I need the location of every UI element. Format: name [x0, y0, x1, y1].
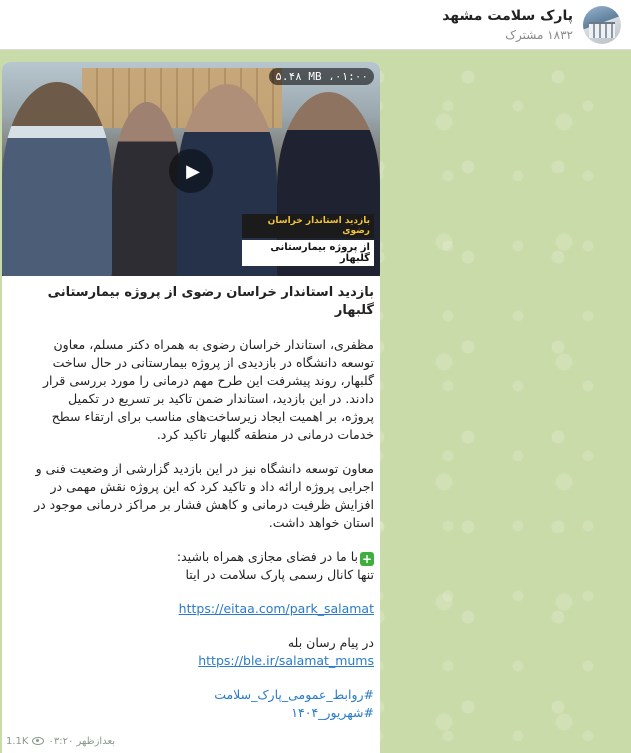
follow-line — [12, 548, 374, 566]
text-line: دادند. در این بازدید، استاندار ضمن تاکید بر تسریع در تکمیل — [68, 391, 374, 406]
channel-avatar[interactable] — [583, 6, 621, 44]
message-time: ۰۳:۲۰ بعدازظهر — [48, 735, 116, 747]
video-caption-overlay — [242, 214, 374, 266]
photo-person — [112, 102, 182, 276]
eitaa-line: تنها کانال رسمی پارک سلامت در ایتا — [185, 567, 374, 582]
hashtag-public-relations[interactable]: #روابط_عمومی_پارک_سلامت — [214, 687, 374, 702]
subscriber-count: ۱۸۳۲ مشترک — [505, 27, 573, 42]
plus-emoji-icon: + — [361, 552, 373, 566]
paragraph-2 — [12, 460, 374, 532]
channel-title: پارک سلامت مشهد — [442, 7, 573, 24]
post-title: بازدید استاندار خراسان رضوی از پروژه بیمارستانی گلبهار — [47, 285, 374, 318]
text-line: اجرایی پروژه ارائه داد و تاکید کرد که این پروژه نقش مهمی در — [50, 479, 374, 494]
video-caption-line: بازدید استاندار خراسان رضوی — [242, 214, 374, 238]
follow-section — [12, 548, 374, 722]
follow-text: با ما در فضای مجازی همراه باشید: — [176, 549, 358, 564]
text-line: استان خواهد داشت. — [268, 515, 374, 530]
video-thumbnail[interactable] — [2, 62, 380, 276]
video-caption-line: از پروژه بیمارستانی گلبهار — [242, 240, 374, 266]
bale-link[interactable]: https://ble.ir/salamat_mums — [198, 653, 374, 668]
play-icon[interactable]: ▶ — [169, 149, 213, 193]
eitaa-link[interactable]: https://eitaa.com/park_salamat — [178, 601, 374, 616]
post-text — [12, 284, 374, 722]
text-line: پروژه، بر اهمیت ایجاد زیرساخت‌های مناسب برای ارتقاء سطح — [51, 409, 374, 424]
text-line: خدمات درمانی در منطقه گلبهار تاکید کرد. — [156, 427, 374, 442]
text-line: توسعه دانشگاه در بازدیدی از پروژه بیمارستانی در حال ساخت — [52, 355, 374, 370]
message-bubble — [2, 62, 380, 753]
text-line: افزایش ظرفیت درمانی و کاهش فشار بر مراکز درمانی موجود در — [34, 497, 374, 512]
text-line: معاون توسعه دانشگاه نیز در این بازدید گزارشی از وضعیت فنی و — [35, 461, 374, 476]
text-line: مظفری، استاندار خراسان رضوی به همراه دکتر مسلم، معاون — [53, 337, 374, 352]
text-line: گلبهار، روند پیشرفت این طرح مهم درمانی را مورد بررسی قرار — [42, 373, 374, 388]
hashtag-date[interactable]: #شهریور_۱۴۰۴ — [291, 705, 374, 720]
channel-header[interactable] — [0, 0, 631, 50]
channel-info[interactable] — [442, 7, 573, 43]
paragraph-1 — [12, 336, 374, 444]
photo-person — [2, 82, 112, 276]
eye-icon — [32, 737, 44, 745]
bale-line: در پیام رسان بله — [287, 635, 374, 650]
message-meta — [6, 733, 115, 749]
video-info-badge: ۵.۴۸ MB ،۰۱:۰۰ — [269, 68, 374, 85]
view-count: 1.1K — [6, 735, 29, 747]
